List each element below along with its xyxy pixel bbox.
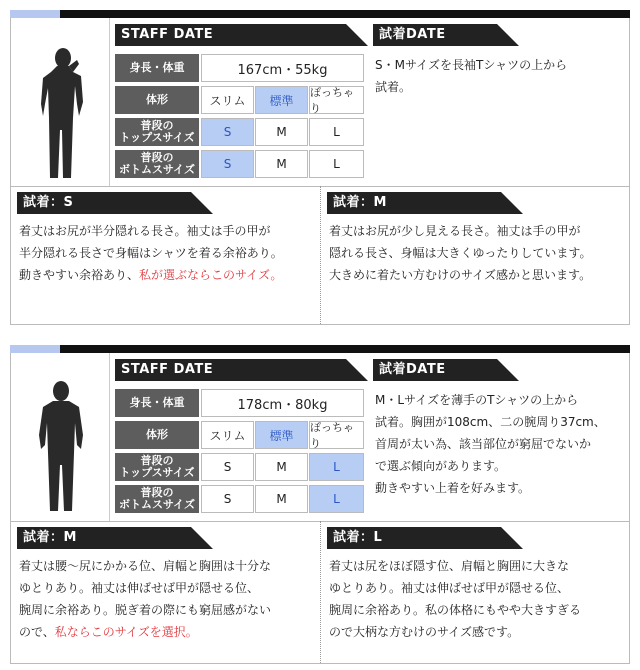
section-divider-bar xyxy=(10,10,630,18)
fitting-date-header xyxy=(373,24,519,46)
bottoms-size-label xyxy=(115,150,199,178)
person-silhouette-icon xyxy=(33,46,89,182)
body-type-option: ぽっちゃり xyxy=(309,421,364,449)
fitting-date-title: 試着DATE xyxy=(379,27,446,42)
tops-label-line1: 普段の xyxy=(140,119,174,132)
staff-info-panel xyxy=(10,353,630,522)
staff-data-header xyxy=(115,359,368,381)
bottoms-size-option-selected: S xyxy=(201,150,254,178)
body-type-option: スリム xyxy=(201,421,254,449)
fitting-date-line: 動きやすい上着を好みます。 xyxy=(375,481,531,495)
fit-comment-title: 試着：M xyxy=(333,195,387,210)
tops-size-option: M xyxy=(255,118,308,146)
fit-comment-line xyxy=(19,264,313,286)
tops-size-label xyxy=(115,118,199,146)
fit-comment-text xyxy=(17,220,313,286)
fit-comment-line: 着丈はお尻が少し見える長さ。袖丈は手の甲が xyxy=(329,224,581,238)
staff-data-title: STAFF DATE xyxy=(121,27,214,42)
fitting-date-line: 試着。胸囲が108cm、二の腕周り37cm、 xyxy=(375,415,606,429)
tops-size-option: M xyxy=(255,453,308,481)
fit-comment-title: 試着：L xyxy=(333,530,383,545)
tops-size-option-selected: L xyxy=(309,453,364,481)
fit-comment-right xyxy=(327,192,623,286)
fitting-date-line: 首周が太い為、該当部位が窮屈でないか xyxy=(375,437,592,451)
fitting-date-text xyxy=(373,54,625,98)
fit-comment-line: 腕周に余裕あり。私の体格にもやや大きすぎる xyxy=(329,603,582,617)
fit-comment-line: 着丈はお尻が半分隠れる長さ。袖丈は手の甲が xyxy=(19,224,271,238)
fit-comments-panel xyxy=(10,521,630,664)
fit-comments-panel xyxy=(10,186,630,325)
fitting-date-title: 試着DATE xyxy=(379,362,446,377)
body-type-label: 体形 xyxy=(115,86,199,114)
body-type-row xyxy=(115,86,368,114)
bottoms-size-option: S xyxy=(201,485,254,513)
fit-comment-line: ので大柄な方むけのサイズ感です。 xyxy=(329,625,520,639)
fit-comment-line: 大きめに着たい方むけのサイズ感かと思います。 xyxy=(329,268,592,282)
height-weight-value: 167cm・55kg xyxy=(201,54,364,82)
staff-data-title: STAFF DATE xyxy=(121,362,214,377)
fit-divider xyxy=(320,521,321,663)
bottoms-size-option-selected: L xyxy=(309,485,364,513)
fit-comment-line: 隠れる長さ、身幅は大きくゆったりしています。 xyxy=(329,246,592,260)
staff-figure xyxy=(11,18,110,186)
staff-data-table xyxy=(115,24,368,176)
tops-size-option: L xyxy=(309,118,364,146)
body-type-row xyxy=(115,421,368,449)
fit-comment-header xyxy=(17,527,213,549)
body-type-label: 体形 xyxy=(115,421,199,449)
fit-comment-header xyxy=(327,527,523,549)
bottoms-size-option: M xyxy=(255,485,308,513)
fitting-date-line: S・Mサイズを長袖Tシャツの上から xyxy=(375,58,568,72)
tops-size-option: S xyxy=(201,453,254,481)
fit-comment-line: 着丈は腰～尻にかかる位、肩幅と胸囲は十分な xyxy=(19,559,272,573)
fit-comment-highlight: 私が選ぶならこのサイズ。 xyxy=(139,268,283,282)
height-weight-row xyxy=(115,389,368,417)
person-silhouette-icon xyxy=(33,379,89,515)
fit-comment-title: 試着：S xyxy=(23,195,74,210)
bottoms-size-option: L xyxy=(309,150,364,178)
staff-data-header xyxy=(115,24,368,46)
tops-label-line2: トップスサイズ xyxy=(119,466,195,479)
fit-comment-text xyxy=(327,555,623,643)
fitting-date-line: M・Lサイズを薄手のTシャツの上から xyxy=(375,393,579,407)
fitting-date-header xyxy=(373,359,519,381)
fit-comment-left xyxy=(17,527,313,643)
height-weight-value: 178cm・80kg xyxy=(201,389,364,417)
tops-label-line1: 普段の xyxy=(140,454,174,467)
fit-comment-header xyxy=(327,192,523,214)
height-weight-label: 身長・体重 xyxy=(115,389,199,417)
bottoms-label-line2: ボトムスサイズ xyxy=(119,163,195,176)
fitting-date-text xyxy=(373,389,625,499)
tops-label-line2: トップスサイズ xyxy=(119,131,195,144)
section-divider-bar xyxy=(10,345,630,353)
fit-comment-line xyxy=(19,621,313,643)
body-type-option: スリム xyxy=(201,86,254,114)
body-type-option-selected: 標準 xyxy=(255,421,308,449)
bottoms-size-row xyxy=(115,485,368,513)
tops-size-row xyxy=(115,453,368,481)
staff-info-panel xyxy=(10,18,630,187)
bottoms-size-option: M xyxy=(255,150,308,178)
fit-comment-line: 腕周に余裕あり。脱ぎ着の際にも窮屈感がない xyxy=(19,603,272,617)
fit-comment-text xyxy=(17,555,313,643)
divider-accent xyxy=(10,10,60,18)
staff-data-table xyxy=(115,359,368,511)
bottoms-size-label xyxy=(115,485,199,513)
tops-size-row xyxy=(115,118,368,146)
bottoms-label-line2: ボトムスサイズ xyxy=(119,498,195,511)
height-weight-row xyxy=(115,54,368,82)
fit-comment-plain: ので、 xyxy=(19,625,55,639)
fitting-date-line: 試着。 xyxy=(375,80,412,94)
fit-comment-right xyxy=(327,527,623,643)
divider-accent xyxy=(10,345,60,353)
staff-block-1 xyxy=(10,10,630,326)
fit-comment-text xyxy=(327,220,623,286)
bottoms-label-line1: 普段の xyxy=(140,486,174,499)
staff-figure xyxy=(11,353,110,521)
fit-divider xyxy=(320,186,321,324)
fitting-date-panel xyxy=(373,24,625,98)
fit-comment-title: 試着：M xyxy=(23,530,77,545)
fitting-date-line: で選ぶ傾向があります。 xyxy=(375,459,507,473)
body-type-option-selected: 標準 xyxy=(255,86,308,114)
tops-size-option-selected: S xyxy=(201,118,254,146)
fit-comment-line: ゆとりあり。袖丈は伸ばせば甲が隠せる位、 xyxy=(329,581,570,595)
fit-comment-line: ゆとりあり。袖丈は伸ばせば甲が隠せる位、 xyxy=(19,581,260,595)
height-weight-label: 身長・体重 xyxy=(115,54,199,82)
fit-comment-line: 着丈は尻をほぼ隠す位、肩幅と胸囲に大きな xyxy=(329,559,570,573)
fit-comment-line: 半分隠れる長さで身幅はシャツを着る余裕あり。 xyxy=(19,246,283,260)
bottoms-size-row xyxy=(115,150,368,178)
fit-comment-header xyxy=(17,192,213,214)
fitting-date-panel xyxy=(373,359,625,499)
tops-size-label xyxy=(115,453,199,481)
fit-comment-left xyxy=(17,192,313,286)
bottoms-label-line1: 普段の xyxy=(140,151,174,164)
fit-comment-plain: 動きやすい余裕あり、 xyxy=(19,268,140,282)
body-type-option: ぽっちゃり xyxy=(309,86,364,114)
fit-comment-highlight: 私ならこのサイズを選択。 xyxy=(54,625,198,639)
staff-block-2 xyxy=(10,345,630,665)
